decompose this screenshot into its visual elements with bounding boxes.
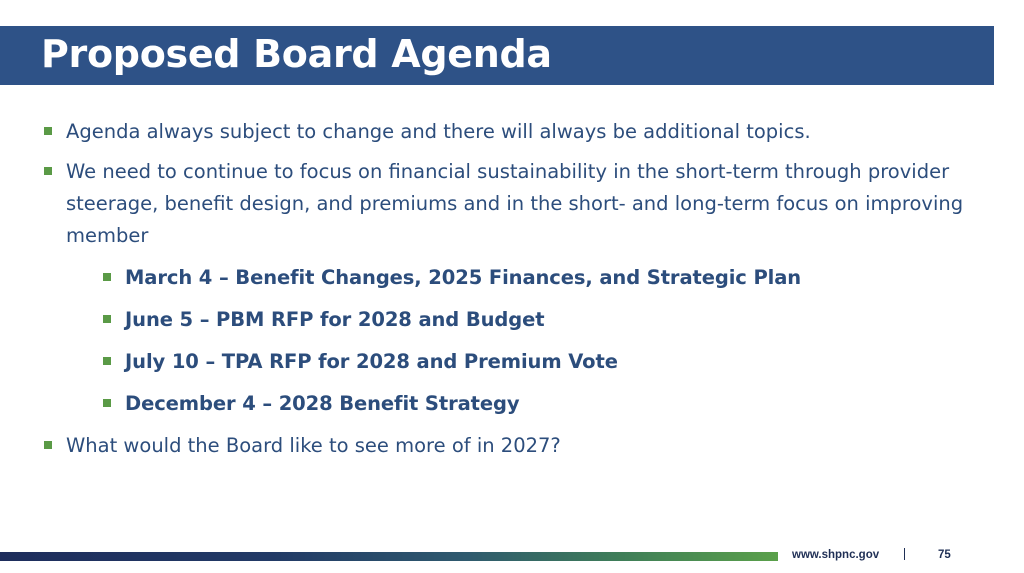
square-bullet-icon — [44, 127, 52, 135]
sub-bullet-text: December 4 – 2028 Benefit Strategy — [125, 392, 520, 415]
sub-bullet-text: June 5 – PBM RFP for 2028 and Budget — [125, 308, 545, 331]
bullet-text: Agenda always subject to change and there will always be additional topics. — [66, 120, 811, 143]
square-bullet-icon — [44, 441, 52, 449]
square-bullet-icon — [44, 167, 52, 175]
footer-url: www.shpnc.gov — [792, 549, 880, 561]
slide-title: Proposed Board Agenda — [41, 32, 552, 76]
square-bullet-icon — [103, 357, 111, 365]
sub-bullet-item — [125, 304, 985, 336]
footer-gradient-bar — [0, 552, 778, 561]
sub-bullet-item — [125, 346, 985, 378]
sub-bullet-item — [125, 262, 985, 294]
sub-bullet-text: July 10 – TPA RFP for 2028 and Premium Vote — [125, 350, 618, 373]
bullet-item — [66, 156, 1001, 252]
sub-bullet-item — [125, 388, 985, 420]
page-number: 75 — [938, 549, 951, 561]
square-bullet-icon — [103, 315, 111, 323]
sub-bullet-text: March 4 – Benefit Changes, 2025 Finances, and Strategic Plan — [125, 266, 802, 289]
bullet-item — [66, 430, 1001, 462]
bullet-text: What would the Board like to see more of in 2027? — [66, 434, 561, 457]
square-bullet-icon — [103, 399, 111, 407]
square-bullet-icon — [103, 273, 111, 281]
bullet-item — [66, 116, 1001, 148]
footer-separator — [904, 548, 905, 560]
bullet-text: We need to continue to focus on financial sustainability in the short-term through provider steerage, benefit design, and premiums and in the short- and long-term focus on improving member — [66, 160, 964, 247]
